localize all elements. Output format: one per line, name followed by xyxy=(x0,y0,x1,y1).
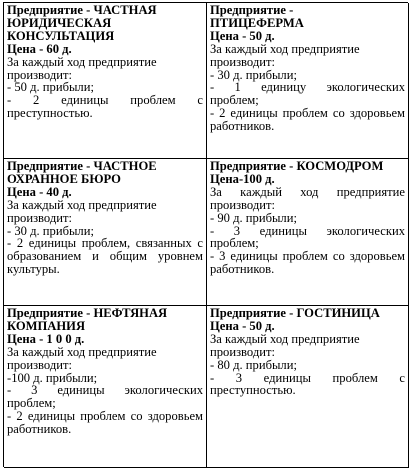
card-intro: За каждый ход предприятие производит: xyxy=(7,197,157,225)
card-effect: - 30 д. прибыли; xyxy=(210,67,297,82)
card-title: Предприятие - ГОСТИНИЦА xyxy=(210,306,380,320)
card-intro: За каждый ход предприятие производит: xyxy=(7,344,157,372)
card-effect: - 3 единицы экологических проблем; xyxy=(210,223,405,251)
card-effect: - 90 д. прибыли; xyxy=(210,210,297,225)
card-title: Предприятие - КОСМОДРОМ xyxy=(210,159,384,173)
card-effect: - 50 д. прибыли; xyxy=(7,80,94,95)
card-price: Цена - 60 д. xyxy=(7,41,72,56)
card-title: Предприятие - ЧАСТНАЯ ЮРИДИЧЕСКАЯ КОНСУЛЬТАЦИЯ xyxy=(7,3,157,43)
card-intro: За каждый ход предприятие производит: xyxy=(210,331,360,359)
card-effect: - 2 единицы проблем со здоровьем работников. xyxy=(7,409,203,437)
card-effect: - 2 единицы проблем с преступностью. xyxy=(7,93,203,121)
enterprise-cards-table xyxy=(3,2,408,467)
card-title: Предприятие - ПТИЦЕФЕРМА xyxy=(210,3,304,30)
card-effect: - 3 единицы экологических проблем; xyxy=(7,383,203,411)
card-intro: За каждый ход предприятие производит: xyxy=(210,184,405,212)
card-effect: - 80 д. прибыли; xyxy=(210,357,297,372)
card-effect: - 2 единицы проблем со здоровьем работников. xyxy=(210,106,405,134)
card-price: Цена - 1 0 0 д. xyxy=(7,331,85,346)
card-intro: За каждый ход предприятие производит: xyxy=(210,41,360,69)
card-cosmodrome xyxy=(207,159,409,306)
card-price: Цена - 40 д. xyxy=(7,184,72,199)
card-intro: За каждый ход предприятие производит: xyxy=(7,54,157,82)
card-effect: - 3 единицы проблем со здоровьем работников. xyxy=(210,249,405,277)
card-effect: - 3 единицы проблем с преступностью. xyxy=(210,370,405,398)
card-price: Цена - 50 д. xyxy=(210,28,275,43)
card-legal-consulting xyxy=(4,3,207,159)
card-effect: -100 д. прибыли; xyxy=(7,370,98,385)
card-security-bureau xyxy=(4,159,207,306)
card-title: Предприятие - НЕФТЯНАЯ КОМПАНИЯ xyxy=(7,306,168,333)
card-effect: - 30 д. прибыли; xyxy=(7,223,94,238)
card-effect: - 1 единицу экологических проблем; xyxy=(210,80,405,108)
card-price: Цена - 50 д. xyxy=(210,318,275,333)
card-poultry-farm xyxy=(207,3,409,159)
card-title: Предприятие - ЧАСТНОЕ ОХРАННОЕ БЮРО xyxy=(7,159,157,186)
card-price: Цена-100 д. xyxy=(210,171,275,186)
card-oil-company xyxy=(4,306,207,468)
card-hotel xyxy=(207,306,409,468)
card-effect: - 2 единицы проблем, связанных с образованием и общим уровнем культуры. xyxy=(7,236,203,277)
